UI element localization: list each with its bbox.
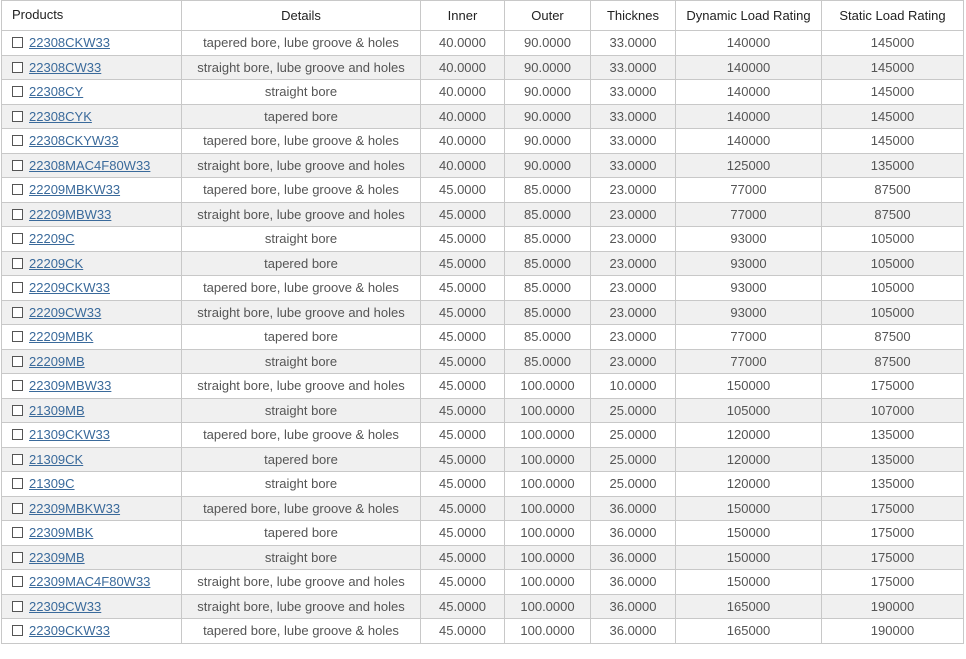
- thickness-cell: 36.0000: [591, 545, 676, 570]
- product-cell: [2, 423, 182, 448]
- inner-cell: 45.0000: [421, 619, 505, 644]
- details-cell: straight bore: [182, 349, 421, 374]
- thickness-cell: 36.0000: [591, 594, 676, 619]
- dynamic-load-rating-cell: 165000: [676, 619, 822, 644]
- outer-cell: 100.0000: [505, 545, 591, 570]
- details-cell: tapered bore, lube groove & holes: [182, 423, 421, 448]
- row-select-checkbox[interactable]: [12, 86, 23, 97]
- row-select-checkbox[interactable]: [12, 233, 23, 244]
- table-row: [2, 472, 964, 497]
- outer-cell: 100.0000: [505, 447, 591, 472]
- products-table: [1, 0, 964, 644]
- outer-cell: 100.0000: [505, 570, 591, 595]
- table-row: [2, 496, 964, 521]
- thickness-cell: 33.0000: [591, 55, 676, 80]
- product-cell: [2, 178, 182, 203]
- product-link[interactable]: 22209C: [29, 231, 75, 247]
- row-select-checkbox[interactable]: [12, 135, 23, 146]
- thickness-cell: 10.0000: [591, 374, 676, 399]
- details-cell: straight bore: [182, 80, 421, 105]
- static-load-rating-cell: 190000: [822, 594, 964, 619]
- table-header-row: [2, 1, 964, 31]
- outer-cell: 90.0000: [505, 104, 591, 129]
- details-cell: straight bore, lube groove and holes: [182, 374, 421, 399]
- dynamic-load-rating-cell: 77000: [676, 178, 822, 203]
- outer-cell: 90.0000: [505, 80, 591, 105]
- dynamic-load-rating-cell: 140000: [676, 55, 822, 80]
- table-row: [2, 349, 964, 374]
- dynamic-load-rating-cell: 93000: [676, 227, 822, 252]
- inner-cell: 40.0000: [421, 55, 505, 80]
- product-link[interactable]: 22209MBK: [29, 329, 94, 345]
- product-cell: [2, 300, 182, 325]
- details-cell: tapered bore: [182, 251, 421, 276]
- header-products[interactable]: Products: [2, 1, 182, 31]
- product-cell: [2, 276, 182, 301]
- table-row: [2, 178, 964, 203]
- inner-cell: 45.0000: [421, 545, 505, 570]
- details-cell: tapered bore: [182, 104, 421, 129]
- table-row: [2, 423, 964, 448]
- outer-cell: 90.0000: [505, 129, 591, 154]
- dynamic-load-rating-cell: 93000: [676, 300, 822, 325]
- dynamic-load-rating-cell: 150000: [676, 374, 822, 399]
- row-select-checkbox[interactable]: [12, 380, 23, 391]
- inner-cell: 45.0000: [421, 496, 505, 521]
- thickness-cell: 23.0000: [591, 300, 676, 325]
- table-row: [2, 55, 964, 80]
- dynamic-load-rating-cell: 150000: [676, 545, 822, 570]
- outer-cell: 85.0000: [505, 349, 591, 374]
- products-table-container: [1, 0, 964, 644]
- product-cell: [2, 374, 182, 399]
- table-row: [2, 202, 964, 227]
- inner-cell: 45.0000: [421, 276, 505, 301]
- static-load-rating-cell: 175000: [822, 496, 964, 521]
- row-select-checkbox[interactable]: [12, 454, 23, 465]
- product-cell: [2, 31, 182, 56]
- product-link[interactable]: 22308CKYW33: [29, 133, 119, 149]
- product-cell: [2, 545, 182, 570]
- inner-cell: 45.0000: [421, 423, 505, 448]
- outer-cell: 85.0000: [505, 202, 591, 227]
- details-cell: straight bore: [182, 227, 421, 252]
- thickness-cell: 25.0000: [591, 472, 676, 497]
- product-cell: [2, 153, 182, 178]
- static-load-rating-cell: 105000: [822, 300, 964, 325]
- row-select-checkbox[interactable]: [12, 527, 23, 538]
- row-select-checkbox[interactable]: [12, 258, 23, 269]
- table-row: [2, 398, 964, 423]
- static-load-rating-cell: 175000: [822, 570, 964, 595]
- dynamic-load-rating-cell: 140000: [676, 31, 822, 56]
- row-select-checkbox[interactable]: [12, 625, 23, 636]
- product-link[interactable]: 22309CKW33: [29, 623, 110, 639]
- outer-cell: 100.0000: [505, 496, 591, 521]
- details-cell: tapered bore, lube groove & holes: [182, 619, 421, 644]
- inner-cell: 45.0000: [421, 325, 505, 350]
- row-select-checkbox[interactable]: [12, 478, 23, 489]
- thickness-cell: 23.0000: [591, 276, 676, 301]
- dynamic-load-rating-cell: 77000: [676, 202, 822, 227]
- row-select-checkbox[interactable]: [12, 331, 23, 342]
- dynamic-load-rating-cell: 140000: [676, 104, 822, 129]
- static-load-rating-cell: 145000: [822, 104, 964, 129]
- static-load-rating-cell: 175000: [822, 545, 964, 570]
- outer-cell: 85.0000: [505, 325, 591, 350]
- dynamic-load-rating-cell: 120000: [676, 423, 822, 448]
- row-select-checkbox[interactable]: [12, 405, 23, 416]
- static-load-rating-cell: 175000: [822, 521, 964, 546]
- static-load-rating-cell: 87500: [822, 325, 964, 350]
- details-cell: straight bore, lube groove and holes: [182, 594, 421, 619]
- details-cell: tapered bore: [182, 325, 421, 350]
- details-cell: tapered bore, lube groove & holes: [182, 276, 421, 301]
- dynamic-load-rating-cell: 140000: [676, 129, 822, 154]
- product-link[interactable]: 22309MBW33: [29, 378, 112, 394]
- thickness-cell: 36.0000: [591, 619, 676, 644]
- row-select-checkbox[interactable]: [12, 552, 23, 563]
- product-link[interactable]: 22308CYK: [29, 108, 92, 124]
- static-load-rating-cell: 135000: [822, 153, 964, 178]
- details-cell: tapered bore, lube groove & holes: [182, 178, 421, 203]
- header-dynamic-load-rating[interactable]: Dynamic Load Rating: [676, 1, 822, 31]
- table-row: [2, 374, 964, 399]
- outer-cell: 100.0000: [505, 521, 591, 546]
- details-cell: straight bore, lube groove and holes: [182, 300, 421, 325]
- outer-cell: 85.0000: [505, 251, 591, 276]
- outer-cell: 100.0000: [505, 423, 591, 448]
- product-link[interactable]: 22308CY: [29, 84, 84, 100]
- outer-cell: 100.0000: [505, 472, 591, 497]
- static-load-rating-cell: 135000: [822, 472, 964, 497]
- outer-cell: 85.0000: [505, 300, 591, 325]
- thickness-cell: 33.0000: [591, 104, 676, 129]
- details-cell: straight bore, lube groove and holes: [182, 55, 421, 80]
- product-cell: [2, 349, 182, 374]
- static-load-rating-cell: 190000: [822, 619, 964, 644]
- thickness-cell: 36.0000: [591, 570, 676, 595]
- row-select-checkbox[interactable]: [12, 429, 23, 440]
- row-select-checkbox[interactable]: [12, 160, 23, 171]
- row-select-checkbox[interactable]: [12, 601, 23, 612]
- inner-cell: 45.0000: [421, 594, 505, 619]
- inner-cell: 45.0000: [421, 178, 505, 203]
- header-outer[interactable]: Outer: [505, 1, 591, 31]
- product-link[interactable]: 22308MAC4F80W33: [29, 157, 151, 173]
- product-cell: [2, 472, 182, 497]
- inner-cell: 45.0000: [421, 447, 505, 472]
- row-select-checkbox[interactable]: [12, 356, 23, 367]
- details-cell: straight bore: [182, 398, 421, 423]
- inner-cell: 45.0000: [421, 349, 505, 374]
- inner-cell: 40.0000: [421, 153, 505, 178]
- details-cell: tapered bore: [182, 447, 421, 472]
- product-cell: [2, 80, 182, 105]
- product-cell: [2, 619, 182, 644]
- thickness-cell: 36.0000: [591, 521, 676, 546]
- thickness-cell: 33.0000: [591, 31, 676, 56]
- table-row: [2, 227, 964, 252]
- product-cell: [2, 521, 182, 546]
- thickness-cell: 23.0000: [591, 325, 676, 350]
- details-cell: tapered bore, lube groove & holes: [182, 129, 421, 154]
- inner-cell: 45.0000: [421, 398, 505, 423]
- thickness-cell: 36.0000: [591, 496, 676, 521]
- product-link[interactable]: 21309CK: [29, 451, 84, 467]
- row-select-checkbox[interactable]: [12, 307, 23, 318]
- static-load-rating-cell: 105000: [822, 251, 964, 276]
- inner-cell: 40.0000: [421, 31, 505, 56]
- inner-cell: 40.0000: [421, 80, 505, 105]
- details-cell: tapered bore, lube groove & holes: [182, 31, 421, 56]
- details-cell: straight bore: [182, 472, 421, 497]
- product-link[interactable]: 22209MB: [29, 353, 85, 369]
- inner-cell: 45.0000: [421, 472, 505, 497]
- outer-cell: 100.0000: [505, 619, 591, 644]
- product-link[interactable]: 22308CKW33: [29, 35, 110, 51]
- outer-cell: 100.0000: [505, 594, 591, 619]
- static-load-rating-cell: 87500: [822, 178, 964, 203]
- table-row: [2, 251, 964, 276]
- product-cell: [2, 447, 182, 472]
- inner-cell: 45.0000: [421, 570, 505, 595]
- dynamic-load-rating-cell: 93000: [676, 251, 822, 276]
- dynamic-load-rating-cell: 150000: [676, 496, 822, 521]
- details-cell: tapered bore, lube groove & holes: [182, 496, 421, 521]
- outer-cell: 90.0000: [505, 153, 591, 178]
- product-cell: [2, 202, 182, 227]
- static-load-rating-cell: 87500: [822, 202, 964, 227]
- thickness-cell: 23.0000: [591, 349, 676, 374]
- static-load-rating-cell: 145000: [822, 55, 964, 80]
- product-link[interactable]: 22209CKW33: [29, 280, 110, 296]
- outer-cell: 100.0000: [505, 374, 591, 399]
- thickness-cell: 25.0000: [591, 398, 676, 423]
- dynamic-load-rating-cell: 125000: [676, 153, 822, 178]
- outer-cell: 85.0000: [505, 276, 591, 301]
- product-cell: [2, 594, 182, 619]
- product-cell: [2, 55, 182, 80]
- row-select-checkbox[interactable]: [12, 111, 23, 122]
- product-link[interactable]: 21309MB: [29, 402, 85, 418]
- product-link[interactable]: 22209MBKW33: [29, 182, 121, 198]
- product-link[interactable]: 22308CW33: [29, 59, 102, 75]
- product-link[interactable]: 22309MBKW33: [29, 500, 121, 516]
- thickness-cell: 33.0000: [591, 129, 676, 154]
- header-inner[interactable]: Inner: [421, 1, 505, 31]
- table-row: [2, 521, 964, 546]
- product-link[interactable]: 22309CW33: [29, 598, 102, 614]
- product-link[interactable]: 22209CW33: [29, 304, 102, 320]
- thickness-cell: 33.0000: [591, 80, 676, 105]
- row-select-checkbox[interactable]: [12, 184, 23, 195]
- table-row: [2, 153, 964, 178]
- table-row: [2, 570, 964, 595]
- product-cell: [2, 570, 182, 595]
- table-row: [2, 276, 964, 301]
- table-row: [2, 325, 964, 350]
- static-load-rating-cell: 87500: [822, 349, 964, 374]
- row-select-checkbox[interactable]: [12, 62, 23, 73]
- thickness-cell: 33.0000: [591, 153, 676, 178]
- product-cell: [2, 227, 182, 252]
- static-load-rating-cell: 145000: [822, 31, 964, 56]
- static-load-rating-cell: 175000: [822, 374, 964, 399]
- static-load-rating-cell: 145000: [822, 80, 964, 105]
- product-cell: [2, 496, 182, 521]
- dynamic-load-rating-cell: 93000: [676, 276, 822, 301]
- dynamic-load-rating-cell: 120000: [676, 447, 822, 472]
- product-link[interactable]: 22309MBK: [29, 525, 94, 541]
- details-cell: straight bore: [182, 545, 421, 570]
- product-link[interactable]: 22209MBW33: [29, 206, 112, 222]
- table-row: [2, 594, 964, 619]
- row-select-checkbox[interactable]: [12, 209, 23, 220]
- product-link[interactable]: 21309C: [29, 476, 75, 492]
- outer-cell: 85.0000: [505, 227, 591, 252]
- thickness-cell: 23.0000: [591, 227, 676, 252]
- table-row: [2, 447, 964, 472]
- dynamic-load-rating-cell: 150000: [676, 570, 822, 595]
- table-body: [2, 31, 964, 644]
- table-row: [2, 80, 964, 105]
- dynamic-load-rating-cell: 165000: [676, 594, 822, 619]
- dynamic-load-rating-cell: 120000: [676, 472, 822, 497]
- details-cell: straight bore, lube groove and holes: [182, 202, 421, 227]
- table-row: [2, 619, 964, 644]
- static-load-rating-cell: 107000: [822, 398, 964, 423]
- row-select-checkbox[interactable]: [12, 503, 23, 514]
- static-load-rating-cell: 105000: [822, 276, 964, 301]
- outer-cell: 100.0000: [505, 398, 591, 423]
- inner-cell: 45.0000: [421, 374, 505, 399]
- dynamic-load-rating-cell: 105000: [676, 398, 822, 423]
- thickness-cell: 23.0000: [591, 178, 676, 203]
- header-static-load-rating[interactable]: Static Load Rating: [822, 1, 964, 31]
- table-row: [2, 300, 964, 325]
- product-cell: [2, 325, 182, 350]
- details-cell: straight bore, lube groove and holes: [182, 153, 421, 178]
- static-load-rating-cell: 135000: [822, 423, 964, 448]
- header-details[interactable]: Details: [182, 1, 421, 31]
- row-select-checkbox[interactable]: [12, 37, 23, 48]
- thickness-cell: 25.0000: [591, 447, 676, 472]
- row-select-checkbox[interactable]: [12, 282, 23, 293]
- inner-cell: 45.0000: [421, 202, 505, 227]
- outer-cell: 90.0000: [505, 31, 591, 56]
- outer-cell: 90.0000: [505, 55, 591, 80]
- inner-cell: 45.0000: [421, 521, 505, 546]
- inner-cell: 45.0000: [421, 300, 505, 325]
- inner-cell: 45.0000: [421, 251, 505, 276]
- thickness-cell: 25.0000: [591, 423, 676, 448]
- header-thickness[interactable]: Thicknes: [591, 1, 676, 31]
- inner-cell: 40.0000: [421, 129, 505, 154]
- product-cell: [2, 398, 182, 423]
- product-cell: [2, 251, 182, 276]
- thickness-cell: 23.0000: [591, 251, 676, 276]
- table-row: [2, 104, 964, 129]
- dynamic-load-rating-cell: 140000: [676, 80, 822, 105]
- product-cell: [2, 104, 182, 129]
- product-link[interactable]: 22309MB: [29, 549, 85, 565]
- row-select-checkbox[interactable]: [12, 576, 23, 587]
- product-link[interactable]: 22209CK: [29, 255, 84, 271]
- product-cell: [2, 129, 182, 154]
- dynamic-load-rating-cell: 150000: [676, 521, 822, 546]
- outer-cell: 85.0000: [505, 178, 591, 203]
- product-link[interactable]: 21309CKW33: [29, 427, 110, 443]
- details-cell: tapered bore: [182, 521, 421, 546]
- details-cell: straight bore, lube groove and holes: [182, 570, 421, 595]
- table-row: [2, 545, 964, 570]
- dynamic-load-rating-cell: 77000: [676, 325, 822, 350]
- table-row: [2, 129, 964, 154]
- static-load-rating-cell: 145000: [822, 129, 964, 154]
- inner-cell: 40.0000: [421, 104, 505, 129]
- static-load-rating-cell: 105000: [822, 227, 964, 252]
- static-load-rating-cell: 135000: [822, 447, 964, 472]
- table-row: [2, 31, 964, 56]
- inner-cell: 45.0000: [421, 227, 505, 252]
- dynamic-load-rating-cell: 77000: [676, 349, 822, 374]
- product-link[interactable]: 22309MAC4F80W33: [29, 574, 151, 590]
- thickness-cell: 23.0000: [591, 202, 676, 227]
